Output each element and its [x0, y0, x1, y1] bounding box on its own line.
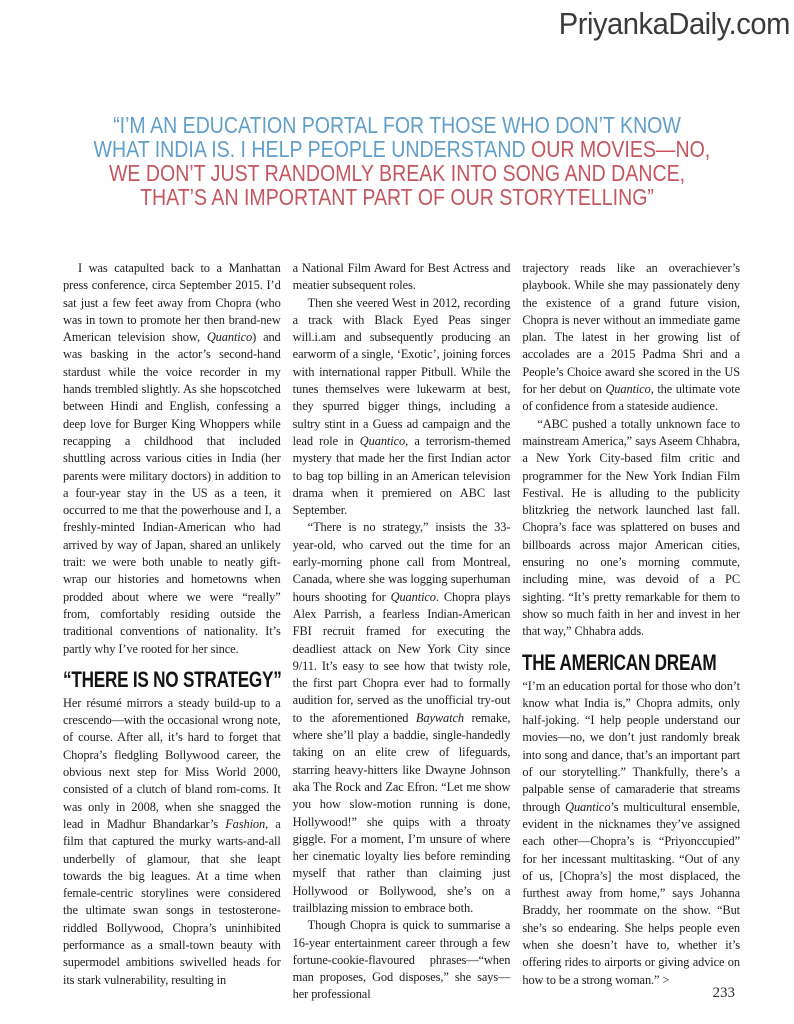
- pull-quote-segment: WHAT INDIA IS. I HELP PEOPLE UNDERSTAND: [93, 136, 531, 162]
- paragraph: “There is no strategy,” insists the 33-year-old, who carved out the time for an early-morning phone call from Montreal, Canada, where she was logging superhuman hours shooting for Quantico. Chopra plays Alex Parrish, a fearless Indian-American FBI recruit framed for executing the deadliest attack on New York City since 9/11. It’s easy to see how that twisty role, the first part Chopra ever had to formally audition for, served as the unofficial try-out to the aforementioned Baywatch remake, where she’ll play a baddie, single-handedly taking on an elite crew of lifeguards, starring heavy-hitters like Dwayne Johnson aka The Rock and Zac Efron. “Let me show you how slow-motion running is done, Hollywood!” she quips with a throaty giggle. For a moment, I’m unsure of where her cinematic loyalty lies before reminding myself that rather than claiming just Hollywood or Bollywood, she’s on a trailblazing mission to embrace both.: [292, 520, 511, 915]
- site-logo-text: PriyankaDaily.com: [558, 6, 790, 41]
- site-logo: [544, 6, 790, 42]
- pull-quote-segment: WE DON’T JUST RANDOMLY BREAK INTO SONG AND DANCE,: [108, 160, 686, 186]
- paragraph: I was catapulted back to a Manhattan press conference, circa September 2015. I’d sat just a few feet away from Chopra (who was in town to promote her then brand-new American television show, Quantico) and was basking in the actor’s second-hand stardust while the voice recorder in my hands trembled slightly. As she hopscotched between Hindi and English, confessing a deep love for Burger King Whoppers while recapping a childhood that included shuttling across various cities in India (her parents were military doctors) in addition to a four-year stay in the US as a teen, it occurred to me that the powerhouse and I, a freshly-minted Indian-American who had arrived by way of Japan, shared an unlikely trait: we were both unable to neatly gift-wrap our histories and hometowns when prodded about where we were “really” from, comfortably residing outside the traditional conventions of nationality. It’s partly why I’ve rooted for her since.: [63, 261, 281, 656]
- pull-quote-segment: OUR MOVIES—NO,: [530, 136, 711, 162]
- article-column-2: [293, 260, 511, 1004]
- paragraph: “I’m an education portal for those who don’t know what India is,” Chopra admits, only half-joking. “I help people understand our movies—no, we don’t just randomly break into song and dance, that’s an important part of our storytelling.” Thankfully, there’s a palpable sense of camaraderie that streams through Quantico’s multicultural ensemble, evident in the nicknames they’ve assigned each other—Chopra’s is “Priyonccupied” for her incessant multitasking. “Out of any of us, [Chopra’s] the most displaced, the furthest away from home,” says Johanna Braddy, her roommate on the show. “But she’s so endearing. She helps people even when she doesn’t have to, whether it’s offering rides to airports or giving advice on how to be a strong woman.” >: [522, 678, 741, 987]
- pull-quote-line: [94, 113, 701, 137]
- article-column-3: [522, 260, 740, 1004]
- pull-quote: [40, 113, 754, 209]
- article-column-1: [63, 260, 281, 1004]
- section-heading-there-is-no-strategy: [63, 668, 281, 692]
- section-heading-text: THE AMERICAN DREAM: [522, 649, 717, 675]
- paragraph: trajectory reads like an overachiever’s playbook. While she may passionately deny the existence of a grand future vision, Chopra is never without an immediate game plan. The latest in her growing list of accolades are a 2015 Padma Shri and a People’s Choice award she scored in the US for her debut on Quantico, the ultimate vote of confidence from a stateside audience.: [522, 261, 741, 414]
- article-body: [63, 260, 740, 1004]
- section-heading-text: “THERE IS NO STRATEGY”: [63, 666, 282, 692]
- section-heading-the-american-dream: [522, 651, 740, 675]
- pull-quote-line: [94, 161, 701, 185]
- pull-quote-segment: “I’M AN EDUCATION PORTAL FOR THOSE WHO DON’T KNOW: [113, 112, 681, 138]
- paragraph: “ABC pushed a totally unknown face to mainstream America,” says Aseem Chhabra, a New York City-based film critic and programmer for the New York Indian Film Festival. He is alluding to the publicity blitzkrieg the network launched last fall. Chopra’s face was splattered on buses and billboards across major American cities, ensuring no one’s morning commute, including mine, was devoid of a PC sighting. “It’s pretty remarkable for them to show so much faith in her and invest in her that way,” Chhabra adds.: [522, 416, 741, 639]
- pull-quote-line: [93, 136, 711, 162]
- paragraph: Then she veered West in 2012, recording a track with Black Eyed Peas singer will.i.am and subsequently producing an earworm of a single, ‘Exotic’, joining forces with international rapper Pitbull. While the tunes themselves were lukewarm at best, they spurred bigger things, including a sultry stint in a Guess ad campaign and the lead role in Quantico, a terrorism-themed mystery that made her the first Indian actor to bag top billing in an American television drama when it premiered on ABC last September.: [292, 295, 511, 518]
- paragraph: a National Film Award for Best Actress and meatier subsequent roles.: [292, 261, 511, 293]
- pull-quote-segment: THAT’S AN IMPORTANT PART OF OUR STORYTELLING”: [140, 184, 654, 210]
- page-number: 233: [712, 985, 735, 1001]
- paragraph: Though Chopra is quick to summarise a 16-year entertainment career through a few fortune-cookie-flavoured phrases—“when man proposes, God disposes,” she says—her professional: [292, 918, 511, 1002]
- pull-quote-line: [94, 185, 701, 209]
- paragraph: Her résumé mirrors a steady build-up to a crescendo—with the occasional wrong note, of course. After all, it’s hard to forget that Chopra’s fledgling Bollywood career, the obvious next step for Miss World 2000, consisted of a clutch of bland rom-coms. It was only in 2008, when she snagged the lead in Madhur Bhandarkar’s Fashion, a film that captured the murky warts-and-all underbelly of glamour, that she leapt towards the big leagues. At a time when female-centric storylines were considered the ultimate swan songs in testosterone-riddled Bollywood, Chopra’s uninhibited performance as a small-town beauty with supermodel ambitions swivelled heads for its stark vulnerability, resulting in: [63, 695, 281, 987]
